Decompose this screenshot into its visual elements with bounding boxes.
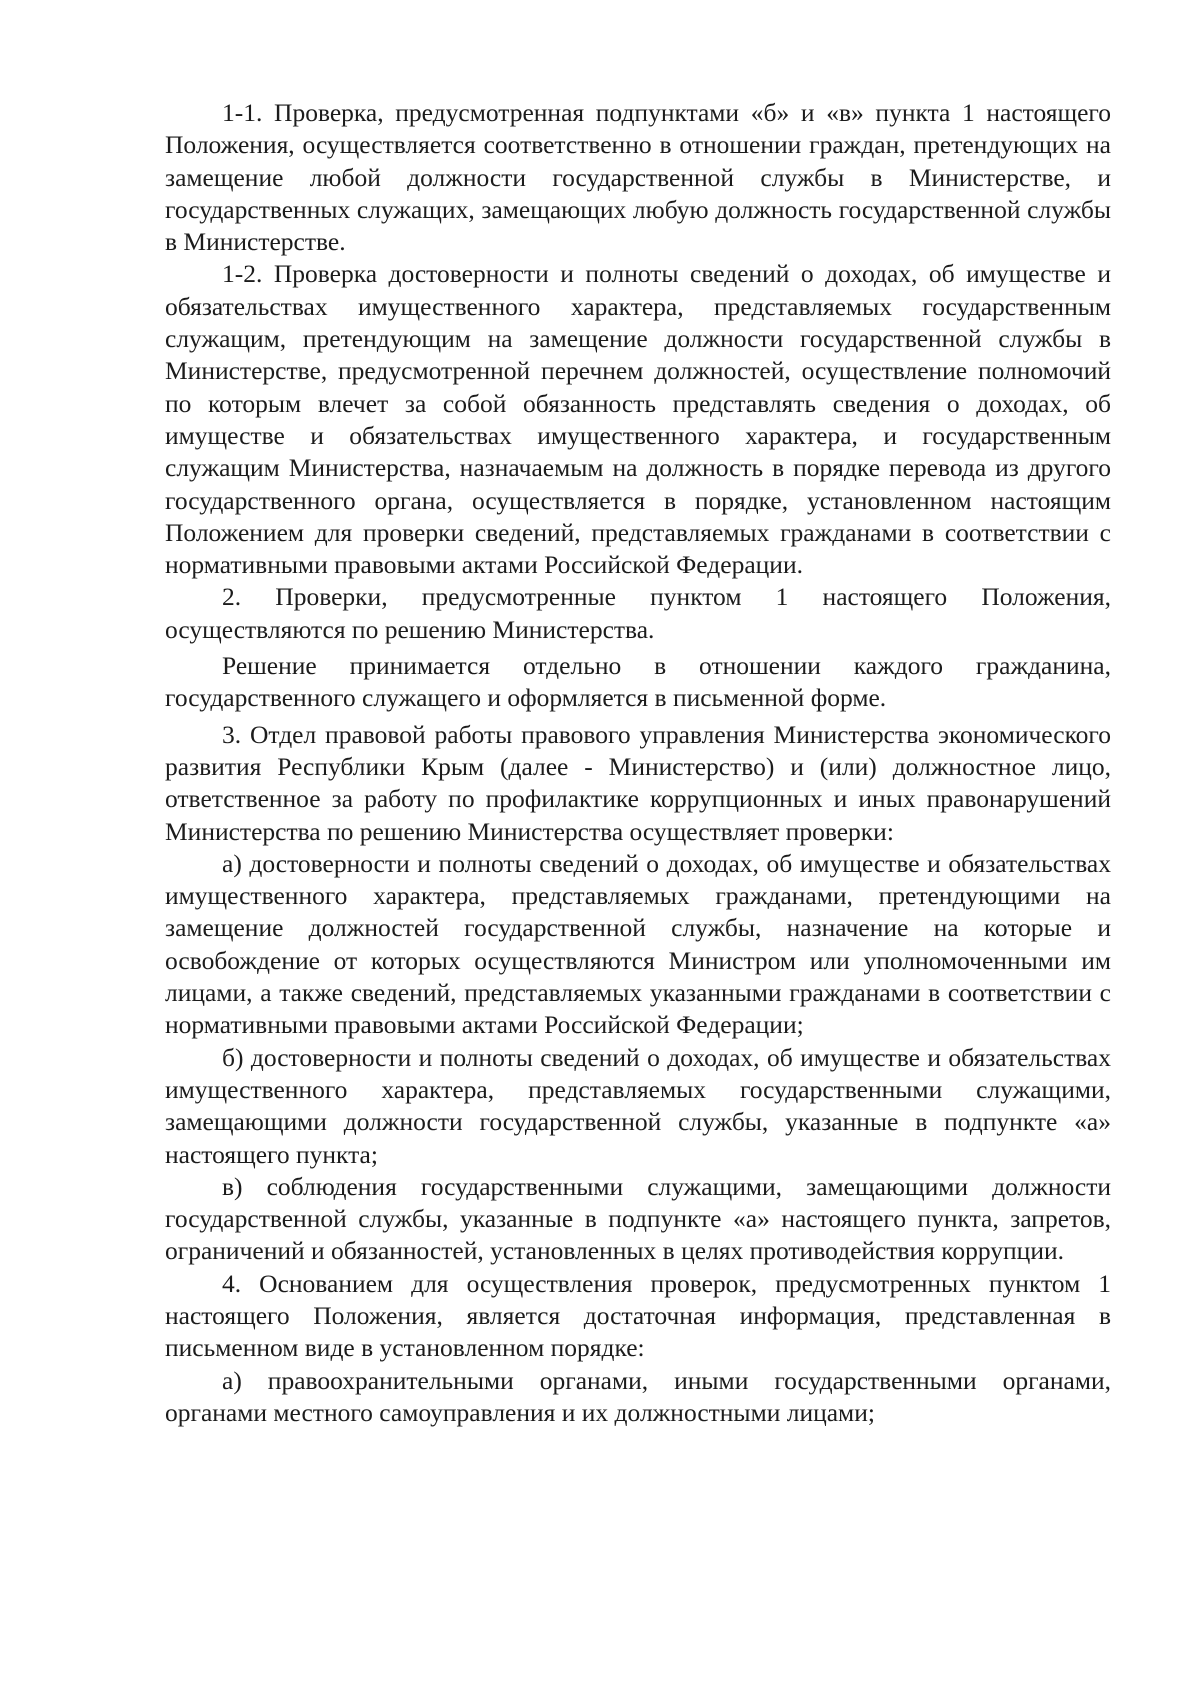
paragraph-decision: Решение принимается отдельно в отношении каждого гражданина, государственного служащего и оформляется в письменной форме. (165, 651, 1111, 713)
subitem-3a: а) достоверности и полноты сведений о доходах, об имуществе и обязательствах имущественного характера, представляемых гражданами, претендующими на замещение должностей государственной службы, назначение на которые и освобождение от которых осуществляются Министром или уполномоченными им лицами, а также сведений, представляемых указанными гражданами в соответствии с нормативными правовыми актами Российской Федерации; (165, 848, 1111, 1040)
paragraph-1-2: 1-2. Проверка достоверности и полноты сведений о доходах, об имуществе и обязательствах имущественного характера, представляемых государственным служащим, претендующим на замещение должности государственной службы в Министерстве, предусмотренной перечнем должностей, осуществление полномочий по которым влечет за собой обязанность представлять сведения о доходах, об имуществе и обязательствах имущественного характера, и государственным служащим Министерства, назначаемым на должность в порядке перевода из другого государственного органа, осуществляется в порядке, установленном настоящим Положением для проверки сведений, представляемых гражданами в соответствии с нормативными правовыми актами Российской Федерации. (165, 259, 1111, 580)
document-page (165, 97, 1111, 1429)
paragraph-1-1: 1-1. Проверка, предусмотренная подпунктами «б» и «в» пункта 1 настоящего Положения, осуществляется соответственно в отношении граждан, претендующих на замещение любой должности государственной службы в Министерстве, и государственных служащих, замещающих любую должность государственной службы в Министерстве. (165, 98, 1111, 257)
paragraph-3: 3. Отдел правовой работы правового управления Министерства экономического развития Республики Крым (далее - Министерство) и (или) должностное лицо, ответственное за работу по профилактике коррупционных и иных правонарушений Министерства по решению Министерства осуществляет проверки: (165, 719, 1111, 846)
subitem-4a: а) правоохранительными органами, иными государственными органами, органами местного самоуправления и их должностными лицами; (165, 1365, 1111, 1427)
subitem-3b: б) достоверности и полноты сведений о доходах, об имуществе и обязательствах имущественного характера, представляемых государственными служащими, замещающими должности государственной службы, указанные в подпункте «а» настоящего пункта; (165, 1042, 1111, 1169)
subitem-3v: в) соблюдения государственными служащими, замещающими должности государственной службы, указанные в подпункте «а» настоящего пункта, запретов, ограничений и обязанностей, установленных в целях противодействия коррупции. (165, 1171, 1111, 1266)
paragraph-4: 4. Основанием для осуществления проверок, предусмотренных пунктом 1 настоящего Положения, является достаточная информация, представленная в письменном виде в установленном порядке: (165, 1268, 1111, 1363)
paragraph-2: 2. Проверки, предусмотренные пунктом 1 настоящего Положения, осуществляются по решению Министерства. (165, 582, 1111, 644)
